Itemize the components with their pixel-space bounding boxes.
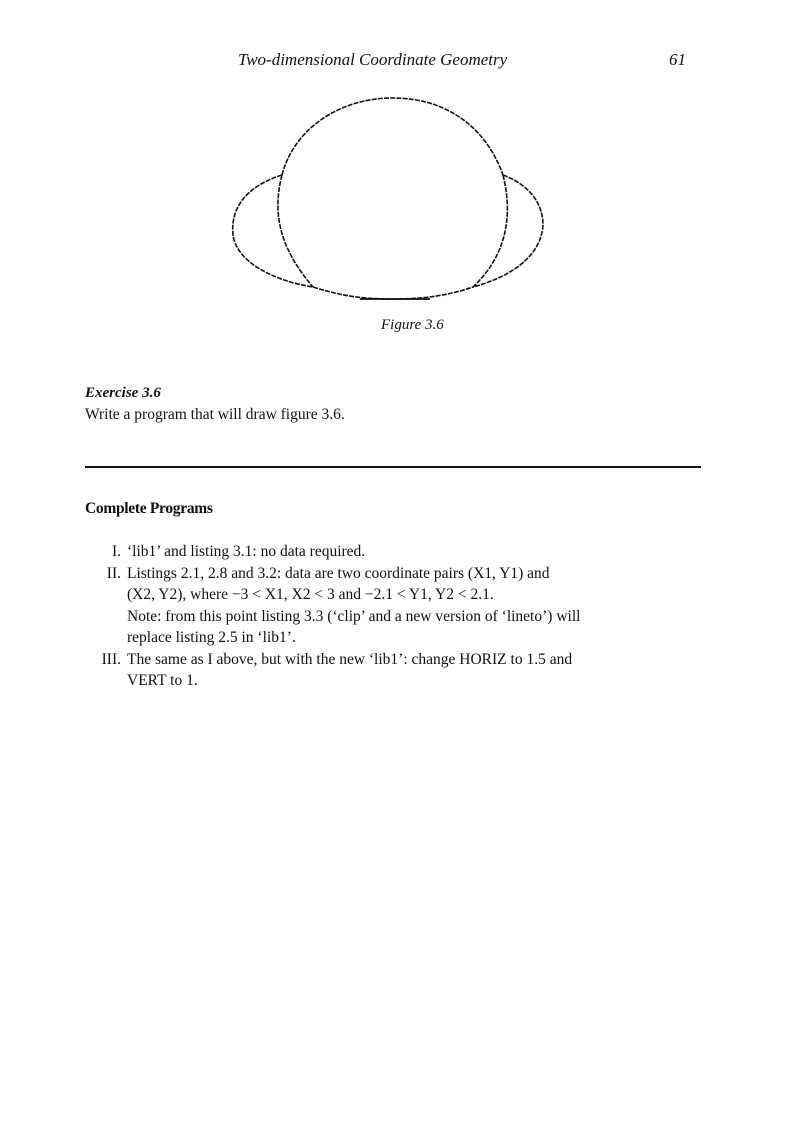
item-numeral: I. <box>111 543 121 560</box>
item-line: VERT to 1. <box>127 672 198 689</box>
figure-3-6-drawing <box>225 95 565 310</box>
programs-list <box>85 541 725 692</box>
exercise-title: Exercise 3.6 <box>85 385 161 401</box>
item-line: Listings 2.1, 2.8 and 3.2: data are two coordinate pairs (X1, Y1) and <box>127 564 550 582</box>
item-line: (X2, Y2), where −3 < X1, X2 < 3 and −2.1 < Y1, Y2 < 2.1. <box>127 586 494 603</box>
section-divider <box>85 466 701 468</box>
item-numeral: III. <box>101 650 121 668</box>
item-line: replace listing 2.5 in ‘lib1’. <box>127 629 296 646</box>
running-head-title: Two-dimensional Coordinate Geometry <box>238 50 508 69</box>
program-item-3 <box>85 649 725 692</box>
right-inner-arc <box>473 175 507 287</box>
figure-caption: Figure 3.6 <box>381 317 444 333</box>
bottom-arc <box>313 287 473 299</box>
exercise-body: Write a program that will draw figure 3.6. <box>85 406 345 423</box>
item-line: The same as I above, but with the new ‘lib1’: change HORIZ to 1.5 and <box>127 650 573 668</box>
dome-arc <box>282 98 503 175</box>
right-outer-lobe <box>473 175 543 287</box>
left-inner-arc <box>278 175 313 287</box>
item-numeral: II. <box>106 564 121 582</box>
item-line: Note: from this point listing 3.3 (‘clip’ and a new version of ‘lineto’) will <box>127 607 581 625</box>
program-item-2 <box>85 563 725 649</box>
program-item-1 <box>85 541 725 563</box>
item-line: ‘lib1’ and listing 3.1: no data required. <box>127 543 366 560</box>
section-title: Complete Programs <box>85 500 213 517</box>
page-number: 61 <box>669 50 686 69</box>
